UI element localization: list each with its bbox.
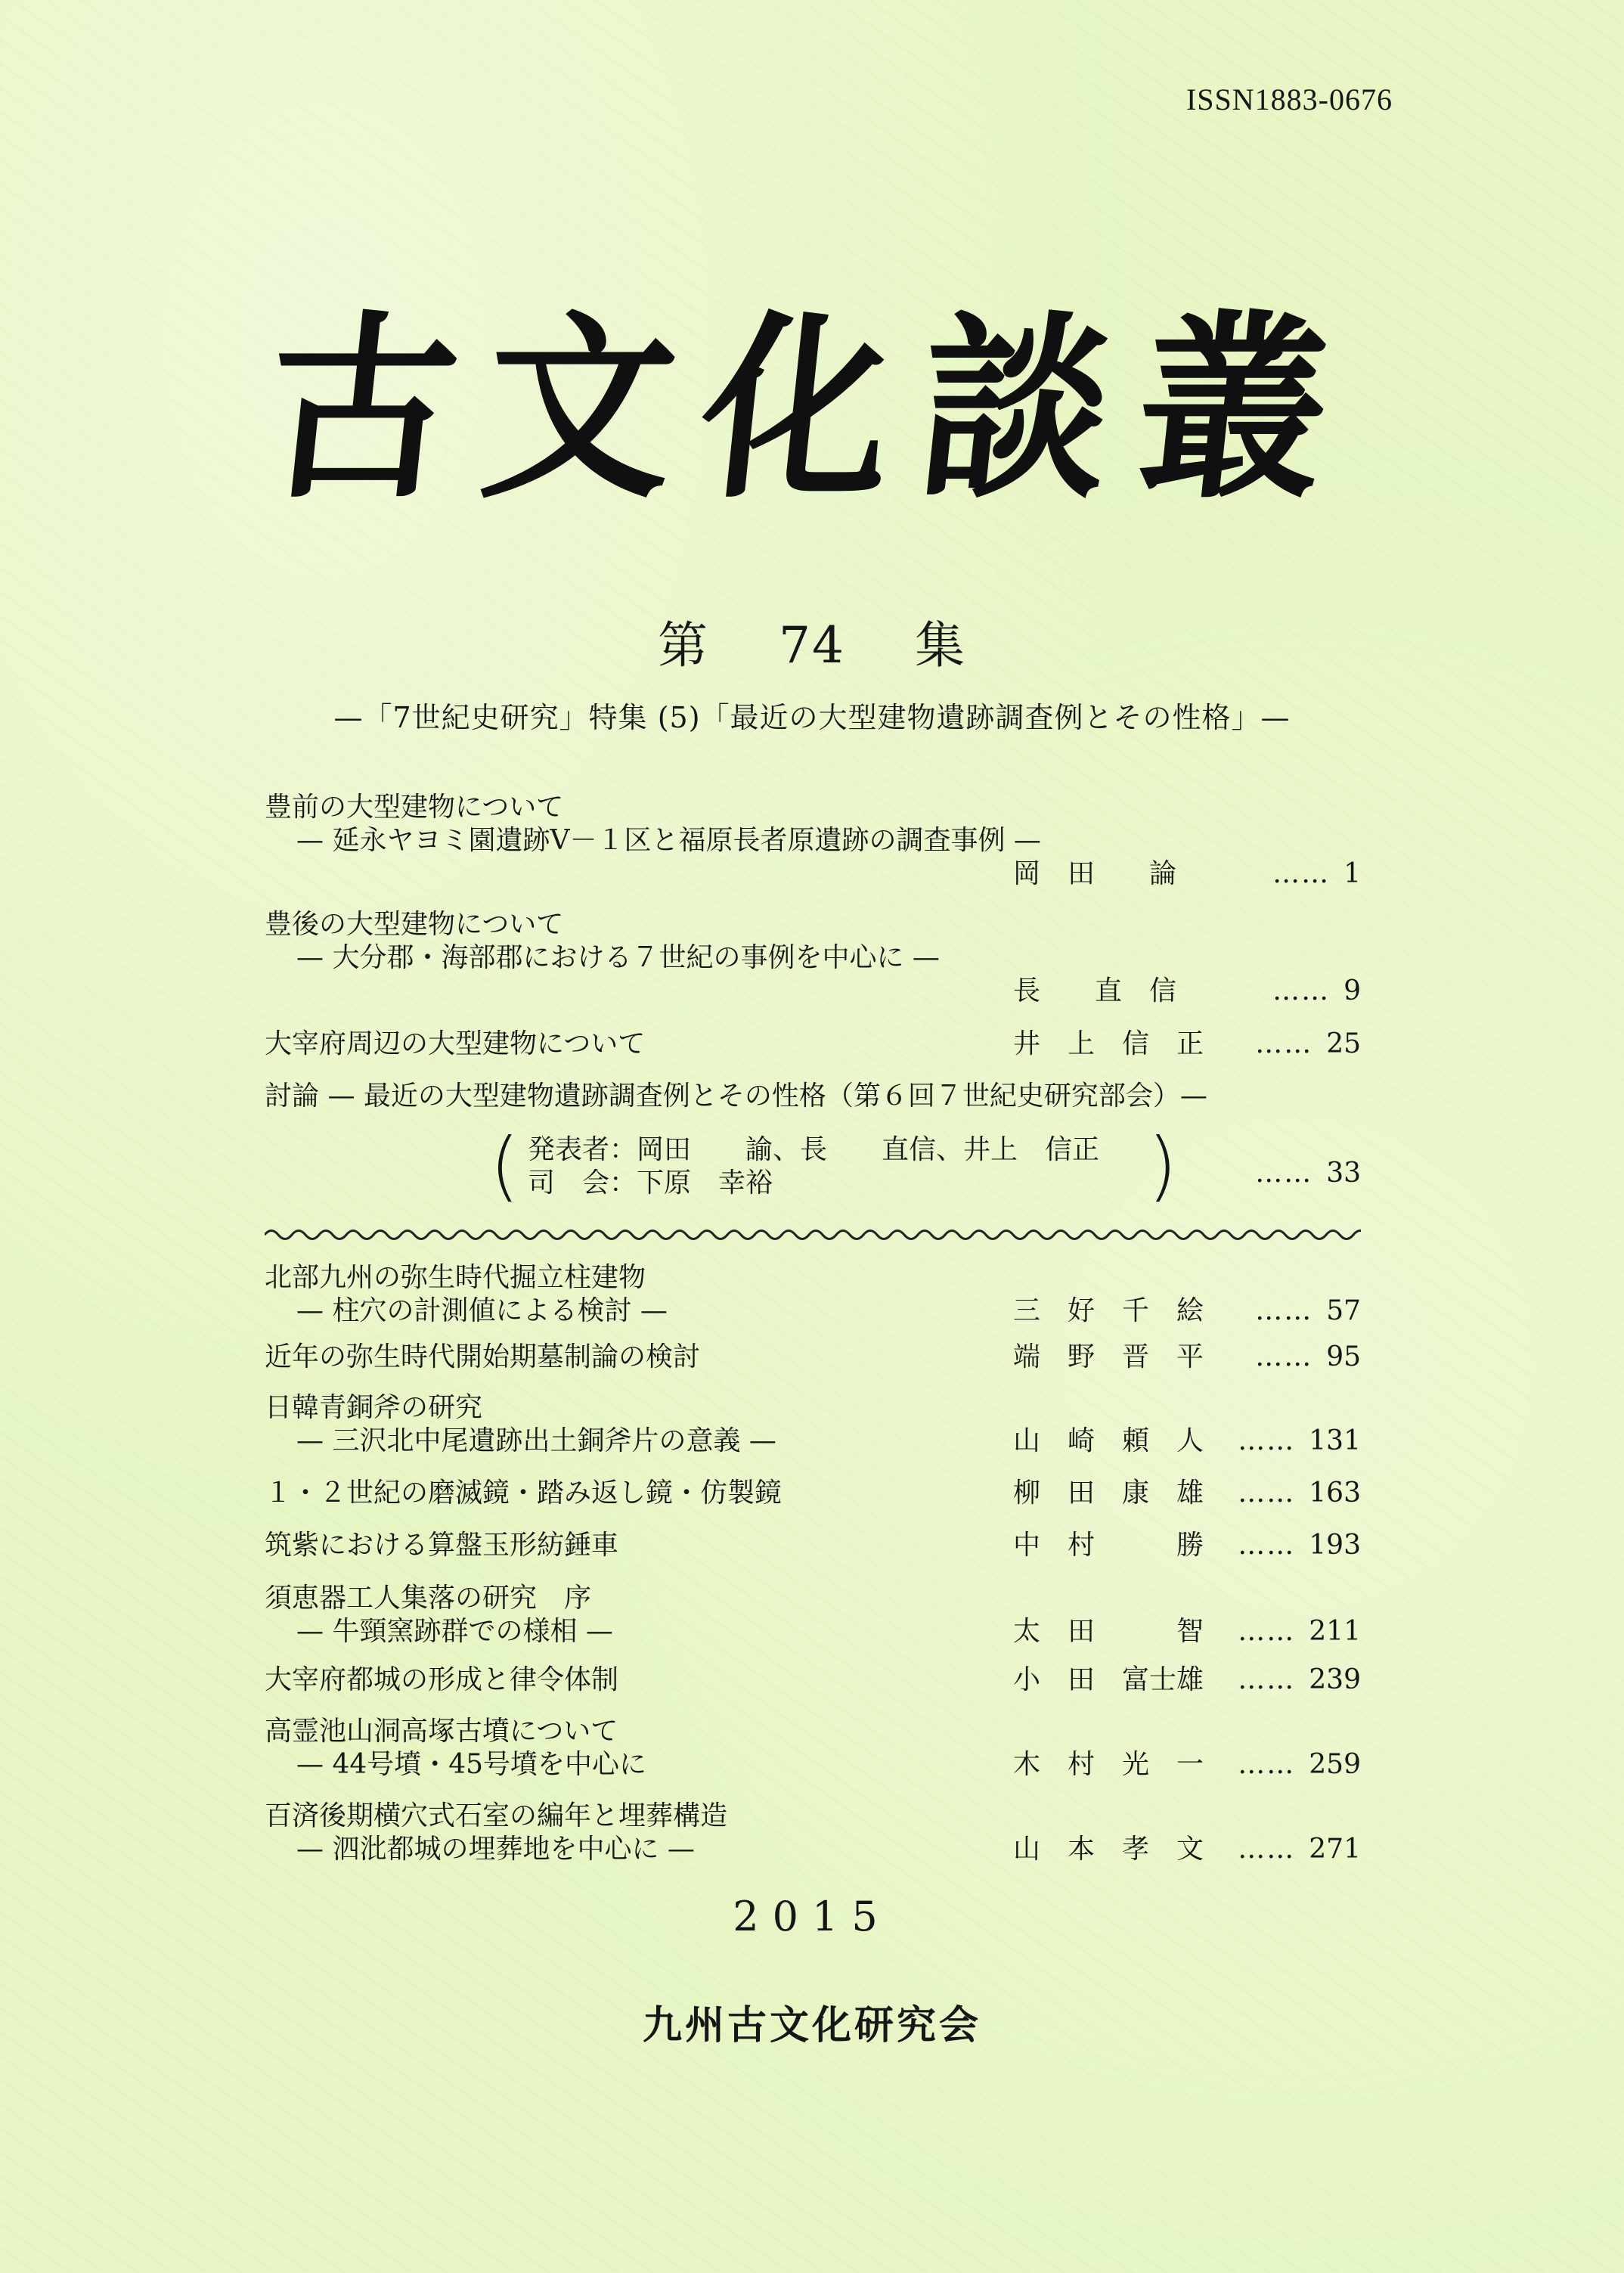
toc-entry-title: 百済後期横穴式石室の編年と埋葬構造 — [265, 1800, 728, 1831]
toc-entry-page: 95 — [1326, 1341, 1361, 1372]
toc-leader: …… — [1255, 1341, 1313, 1372]
toc-leader: …… — [1255, 1158, 1313, 1189]
journal-title: 古文化談叢 — [255, 291, 1369, 526]
toc-entry-title: 大宰府周辺の大型建物について — [265, 1028, 646, 1059]
toc-entry — [265, 1664, 1361, 1697]
toc-entry-page: 259 — [1309, 1749, 1361, 1780]
toc-entry-page: 163 — [1309, 1478, 1361, 1509]
publication-year: 2015 — [733, 1893, 891, 1940]
toc-entry-author: 岡 田 論 — [1013, 858, 1177, 889]
toc-leader: …… — [1272, 975, 1331, 1006]
toc-entry-author: 中 村 勝 — [1013, 1530, 1204, 1561]
symposium-entry — [265, 1080, 1361, 1113]
volume-suffix: 集 — [914, 616, 966, 674]
volume-number — [0, 605, 1624, 677]
toc-entry-subtitle: — 44号墳・45号墳を中心に — [296, 1749, 647, 1780]
close-paren-glyph: ) — [1148, 1121, 1178, 1210]
toc-leader: …… — [1272, 858, 1331, 889]
toc-entry-title: 近年の弥生時代開始期墓制論の検討 — [265, 1341, 701, 1372]
symposium-presenters: 発表者：岡田 諭、長 直信、井上 信正 — [528, 1134, 1100, 1165]
toc-entry — [265, 1028, 1361, 1061]
volume-prefix: 第 — [658, 616, 709, 674]
toc-leader: …… — [1255, 1295, 1313, 1326]
toc-entry-author: 長 直 信 — [1013, 975, 1177, 1006]
toc-leader: …… — [1238, 1616, 1296, 1647]
open-paren-glyph: ( — [490, 1121, 520, 1210]
toc-entry — [265, 791, 1361, 889]
toc-entry — [265, 1477, 1361, 1510]
toc-entry-title: 大宰府都城の形成と律令体制 — [265, 1664, 619, 1695]
toc-entry-subtitle: — 柱穴の計測値による検討 — — [296, 1295, 668, 1326]
toc-entry-title: 高霊池山洞高塚古墳について — [265, 1716, 618, 1747]
toc-entry-page: 9 — [1344, 975, 1361, 1006]
toc-entry-page: 239 — [1309, 1664, 1361, 1695]
toc-entry-subtitle: — 延永ヤヨミ園遺跡Ⅴ－１区と福原長者原遺跡の調査事例 — — [296, 825, 1041, 856]
toc-entry-page: 271 — [1309, 1834, 1361, 1865]
toc-leader: …… — [1238, 1749, 1296, 1780]
toc-entry — [265, 1529, 1361, 1562]
wavy-divider — [265, 1223, 1361, 1246]
toc-entry — [265, 1391, 1361, 1458]
toc-entry-subtitle: — 三沢北中尾遺跡出土銅斧片の意義 — — [296, 1425, 776, 1456]
toc-entry-author: 山 本 孝 文 — [1013, 1834, 1204, 1865]
toc-entry-author: 三 好 千 絵 — [1013, 1295, 1204, 1326]
publisher-name: 九州古文化研究会 — [642, 2003, 981, 2048]
toc-entry-subtitle: — 泗沘都城の埋葬地を中心に — — [296, 1834, 695, 1865]
toc-entry-page: 57 — [1326, 1295, 1361, 1326]
toc-entry-author: 端 野 晋 平 — [1013, 1341, 1204, 1372]
toc-leader: …… — [1238, 1425, 1296, 1456]
toc-entry-author: 山 崎 頼 人 — [1013, 1425, 1204, 1456]
symposium-page: 33 — [1326, 1158, 1361, 1189]
symposium-participants — [490, 1121, 1178, 1212]
toc-entry-page: 193 — [1309, 1530, 1361, 1561]
toc-entry-author: 木 村 光 一 — [1013, 1749, 1204, 1780]
issn-number: ISSN1883-0676 — [1185, 82, 1393, 116]
toc-entry-author: 井 上 信 正 — [1013, 1028, 1204, 1059]
toc-entry-subtitle: — 牛頸窯跡群での様相 — — [296, 1616, 613, 1647]
toc-entry-page: 25 — [1326, 1028, 1361, 1059]
toc-leader: …… — [1255, 1028, 1313, 1059]
toc-entry-title: 豊後の大型建物について — [265, 909, 564, 940]
toc-entry — [265, 908, 1361, 1006]
toc-leader: …… — [1238, 1834, 1296, 1865]
toc-entry-author: 太 田 智 — [1013, 1616, 1204, 1647]
toc-entry-subtitle: — 大分郡・海部郡における７世紀の事例を中心に — — [296, 942, 940, 973]
toc-entry-title: 豊前の大型建物について — [265, 792, 564, 823]
toc-entry-page: 131 — [1309, 1425, 1361, 1456]
toc-leader: …… — [1238, 1478, 1296, 1509]
toc-entry-title: 須恵器工人集落の研究 序 — [265, 1583, 592, 1614]
toc-entry — [265, 1715, 1361, 1781]
toc-entry — [265, 1341, 1361, 1374]
toc-entry-page: 211 — [1309, 1616, 1361, 1647]
volume-value: 74 — [779, 616, 845, 674]
toc-entry-author: 小 田 富士雄 — [1013, 1664, 1204, 1695]
toc-leader: …… — [1238, 1664, 1296, 1695]
toc-entry-title: １・２世紀の磨滅鏡・踏み返し鏡・仿製鏡 — [265, 1478, 783, 1509]
special-issue-title: —「7世紀史研究」特集 (5)「最近の大型建物遺跡調査例とその性格」— — [333, 701, 1291, 734]
toc-entry — [265, 1261, 1361, 1328]
toc-entry — [265, 1582, 1361, 1648]
toc-entry-title: 北部九州の弥生時代掘立柱建物 — [265, 1262, 646, 1293]
toc-leader: …… — [1238, 1530, 1296, 1561]
toc-entry-page: 1 — [1344, 858, 1361, 889]
toc-entry-title: 日韓青銅斧の研究 — [265, 1392, 483, 1423]
toc-entry — [265, 1800, 1361, 1866]
toc-entry-title: 筑紫における算盤玉形紡錘車 — [265, 1530, 619, 1561]
symposium-title: 討論 — 最近の大型建物遺跡調査例とその性格（第６回７世紀史研究部会）— — [265, 1081, 1207, 1112]
toc-entry-author: 柳 田 康 雄 — [1013, 1478, 1204, 1509]
symposium-moderator: 司 会：下原 幸裕 — [528, 1168, 773, 1199]
